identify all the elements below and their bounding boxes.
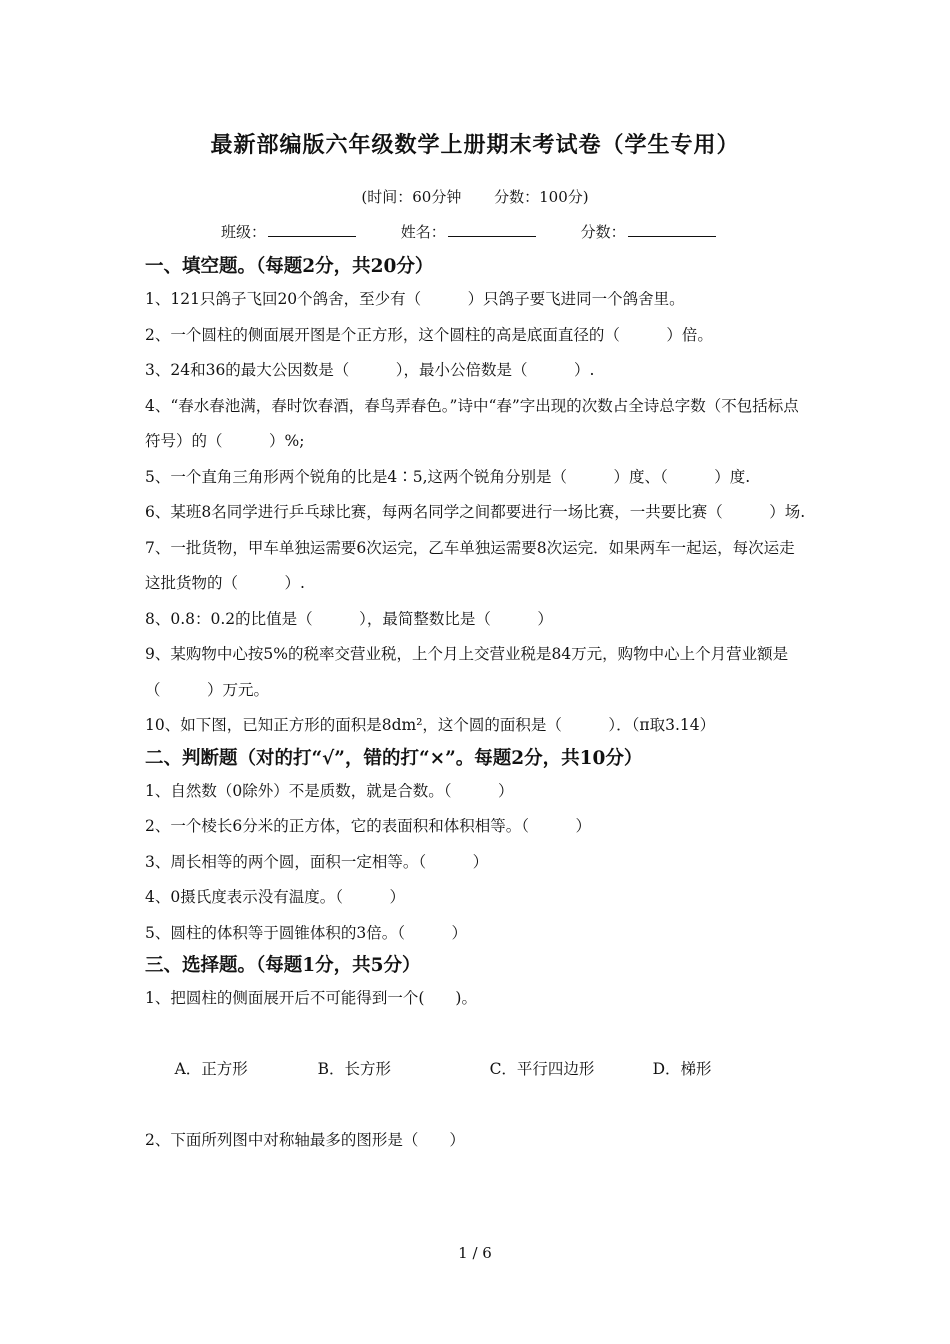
score-field: 分数： <box>581 221 716 242</box>
section-true-false-heading: 二、判断题（对的打“√”，错的打“×”。每题2分，共10分） <box>145 747 643 769</box>
student-info-row <box>221 221 756 242</box>
question-1-1: 1、121只鸽子飞回20个鸽舍，至少有（ ）只鸽子要飞进同一个鸽舍里。 <box>145 290 685 308</box>
question-1-8: 8、0.8：0.2的比值是（ ），最简整数比是（ ） <box>145 609 553 628</box>
question-2-4: 4、0摄氏度表示没有温度。（ ） <box>145 888 405 906</box>
question-1-5: 5、一个直角三角形两个锐角的比是4∶5,这两个锐角分别是（ ）度、（ ）度. <box>145 467 751 486</box>
section-fill-blank-heading: 一、填空题。（每题2分，共20分） <box>145 256 434 277</box>
question-1-4: 4、“春水春池满，春时饮春酒，春鸟弄春色。”诗中“春”字出现的次数占全诗总字数（不包括标点符号）的（ ）%; <box>145 396 799 450</box>
option-a: A．正方形 <box>174 1060 248 1078</box>
time-label: (时间：60分钟 <box>361 188 462 206</box>
question-1-2: 2、一个圆柱的侧面展开图是个正方形，这个圆柱的高是底面直径的（ ）倍。 <box>145 325 713 344</box>
exam-body <box>145 252 810 1159</box>
class-blank <box>268 222 356 237</box>
name-blank <box>448 222 536 237</box>
question-2-1: 1、自然数（0除外）不是质数，就是合数。（ ） <box>145 781 514 800</box>
question-1-3: 3、24和36的最大公因数是（ ），最小公倍数是（ ）. <box>145 361 595 379</box>
option-c: C．平行四边形 <box>489 1060 595 1078</box>
question-3-1: 1、把圆柱的侧面展开后不可能得到一个( )。 <box>145 989 477 1007</box>
name-field: 姓名： <box>401 221 536 242</box>
question-1-7: 7、一批货物，甲车单独运需要6次运完，乙车单独运需要8次运完．如果两车一起运，每次运走这批货物的（ ）. <box>145 538 795 592</box>
question-1-9: 9、某购物中心按5%的税率交营业税，上个月上交营业税是84万元，购物中心上个月营业额是（ ）万元。 <box>145 645 789 699</box>
total-score-label: 分数：100分) <box>494 188 589 206</box>
question-1-10: 10、如下图，已知正方形的面积是8dm²，这个圆的面积是（ ）．（π取3.14） <box>145 716 716 734</box>
question-1-6: 6、某班8名同学进行乒乓球比赛，每两名同学之间都要进行一场比赛，一共要比赛（ ）场. <box>145 503 806 521</box>
option-b: B．长方形 <box>317 1060 391 1078</box>
question-3-1-options <box>145 1017 810 1124</box>
question-2-3: 3、周长相等的两个圆，面积一定相等。（ ） <box>145 852 489 871</box>
question-2-2: 2、一个棱长6分米的正方体，它的表面积和体积相等。（ ） <box>145 817 591 835</box>
option-d: D．梯形 <box>652 1060 712 1078</box>
exam-subtitle <box>0 186 950 207</box>
section-multiple-choice-heading: 三、选择题。（每题1分，共5分） <box>145 955 421 976</box>
question-2-5: 5、圆柱的体积等于圆锥体积的3倍。（ ） <box>145 923 467 942</box>
question-3-2: 2、下面所列图中对称轴最多的图形是（ ） <box>145 1131 465 1149</box>
page-number: 1 / 6 <box>458 1244 492 1262</box>
class-field: 班级： <box>221 221 356 242</box>
score-blank <box>628 222 716 237</box>
exam-title: 最新部编版六年级数学上册期末考试卷（学生专用） <box>210 132 740 158</box>
